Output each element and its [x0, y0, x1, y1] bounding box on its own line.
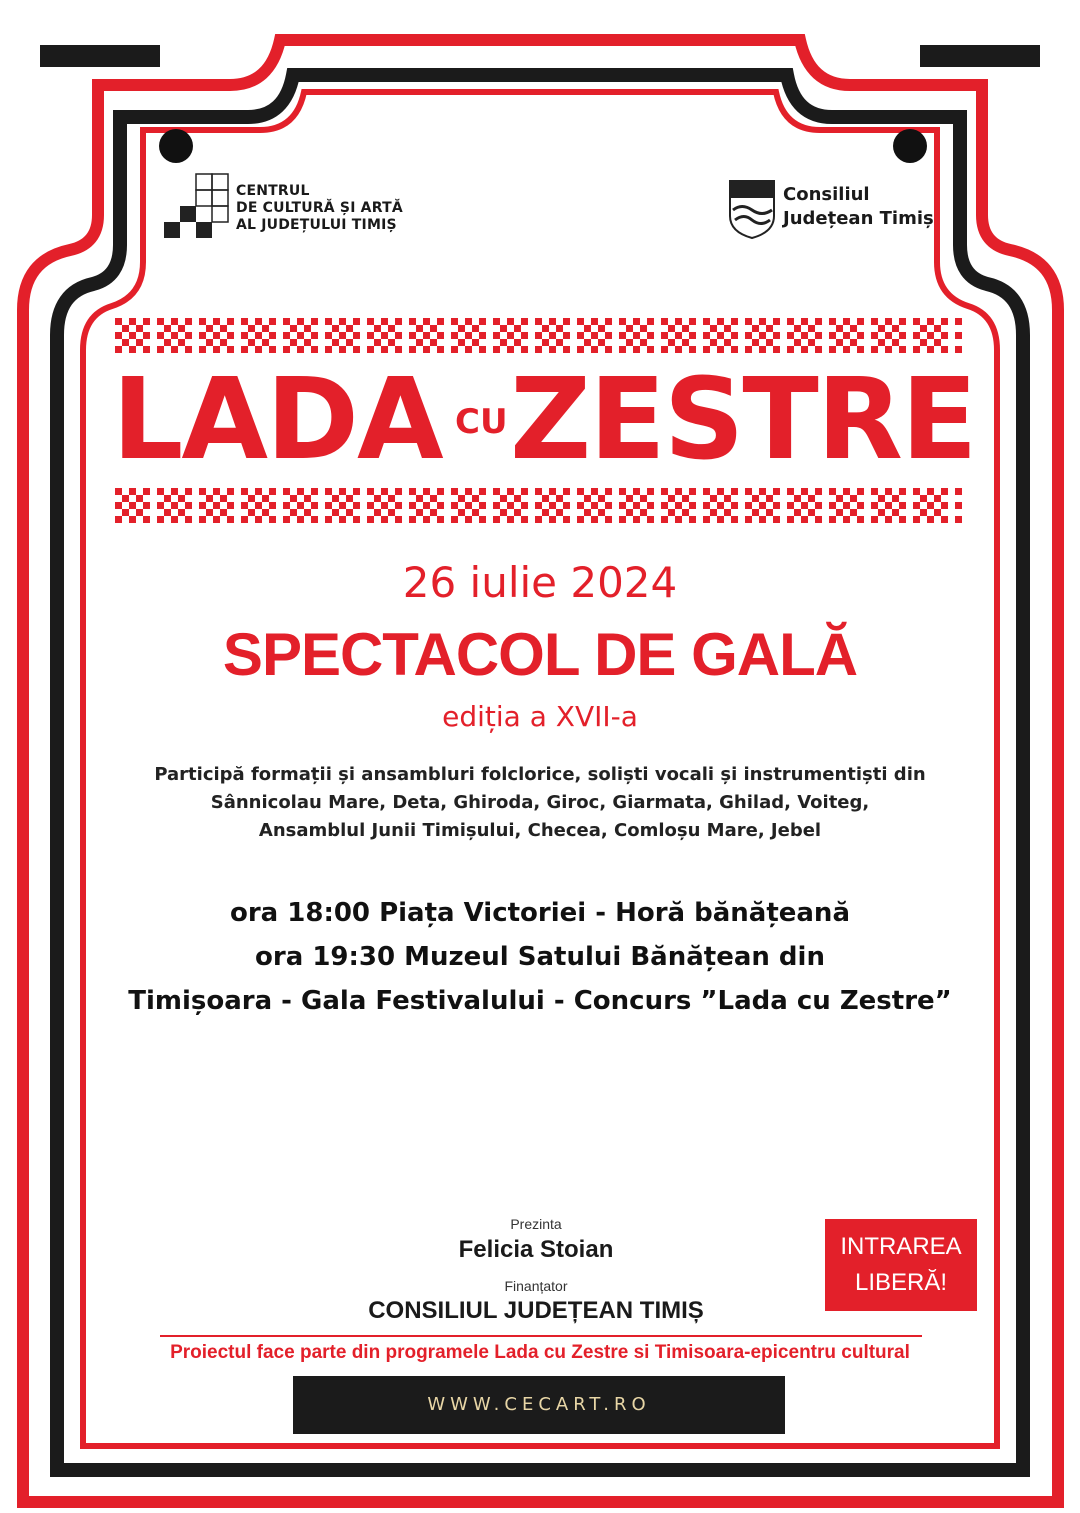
- event-edition: ediția a XVII-a: [442, 700, 638, 733]
- cecart-logo-line: AL JUDEȚULUI TIMIȘ: [236, 217, 397, 233]
- free-entry-line: LIBERĂ!: [854, 1269, 948, 1296]
- cecart-logo-icon: [164, 174, 228, 238]
- schedule-line: ora 18:00 Piața Victoriei - Horă bănățeană: [229, 898, 850, 928]
- schedule-line: ora 19:30 Muzeul Satului Bănățean din: [255, 942, 825, 972]
- nail-dot-left: [159, 129, 193, 163]
- schedule-line: Timișoara - Gala Festivalului - Concurs ”Lada cu Zestre”: [128, 986, 952, 1016]
- website-link[interactable]: WWW.CECART.RO: [293, 1376, 785, 1434]
- program-note: Proiectul face parte din programele Lada cu Zestre si Timisoara-epicentru cultural: [170, 1342, 910, 1363]
- free-entry-badge: [825, 1219, 977, 1311]
- presenter-name: Felicia Stoian: [458, 1236, 614, 1263]
- folk-pattern-bottom: [115, 488, 962, 523]
- corner-bar-top-right: [920, 45, 1040, 67]
- event-name: SPECTACOL DE GALĂ: [222, 621, 858, 688]
- title-lada: LADA: [112, 355, 442, 485]
- presenter-label: Prezinta: [510, 1216, 562, 1232]
- funder-label: Finanțator: [504, 1278, 568, 1294]
- event-date: 26 iulie 2024: [402, 558, 678, 607]
- title-cu: CU: [455, 402, 508, 442]
- participants-line: Sânnicolau Mare, Deta, Ghiroda, Giroc, Giarmata, Ghilad, Voiteg,: [210, 792, 870, 813]
- title-zestre: ZESTRE: [510, 355, 976, 485]
- county-council-logo-line: Județean Timiș: [783, 208, 934, 229]
- nail-dot-right: [893, 129, 927, 163]
- free-entry-line: INTRAREA: [840, 1233, 962, 1260]
- participants-line: Participă formații și ansambluri folclorice, soliști vocali și instrumentiști din: [154, 764, 926, 785]
- corner-bar-top-left: [40, 45, 160, 67]
- folk-pattern-top: [115, 318, 962, 353]
- county-council-logo-text: [783, 183, 934, 231]
- timis-coat-of-arms-icon: [730, 181, 774, 238]
- schedule-text: [0, 891, 1080, 1023]
- cecart-logo-line: CENTRUL: [236, 183, 310, 199]
- cecart-logo-line: DE CULTURĂ ȘI ARTĂ: [236, 200, 403, 216]
- county-council-logo-line: Consiliul: [783, 184, 870, 205]
- cecart-logo-text: [236, 183, 403, 234]
- participants-text: [0, 761, 1080, 845]
- funder-name: CONSILIUL JUDEȚEAN TIMIȘ: [368, 1297, 704, 1324]
- participants-line: Ansamblul Junii Timișului, Checea, Comloșu Mare, Jebel: [258, 820, 822, 841]
